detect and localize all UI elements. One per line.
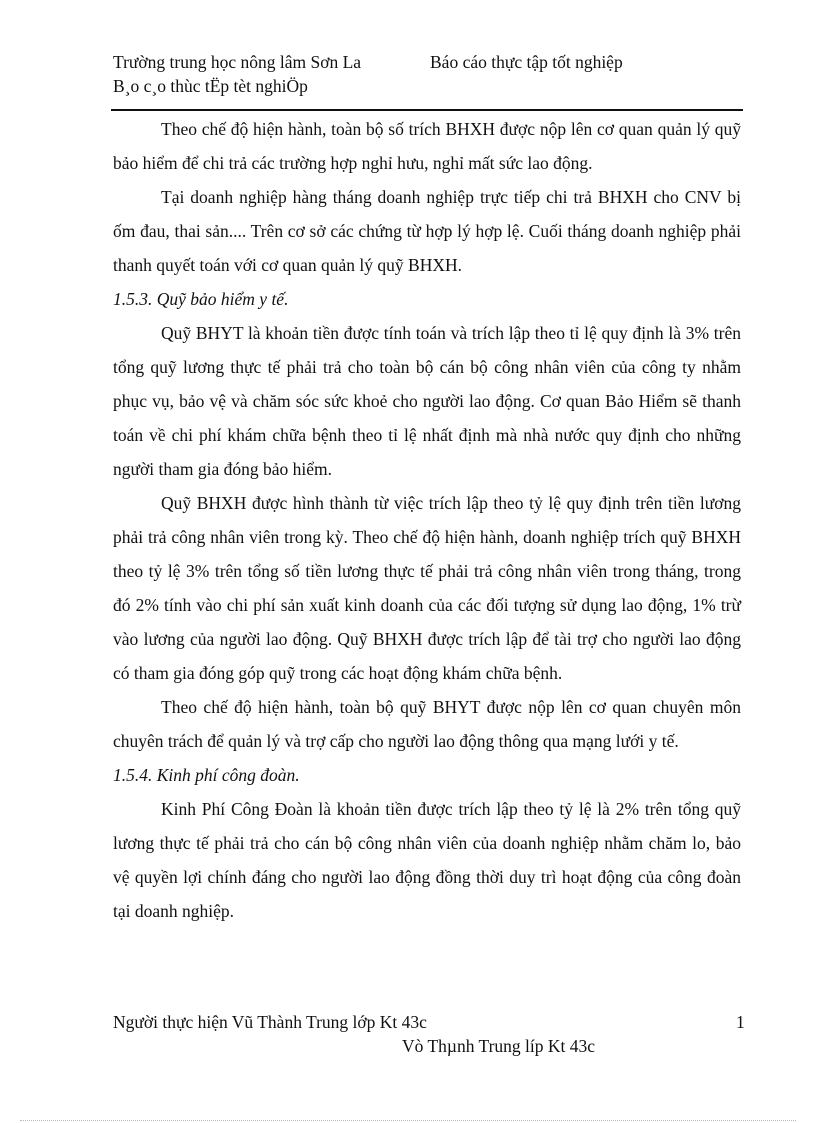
header-divider: [111, 109, 743, 111]
document-body: [113, 112, 741, 928]
section-heading-health-insurance: 1.5.3. Quỹ bảo hiểm y tế.: [113, 289, 289, 309]
paragraph-bhxh-formation: Quỹ BHXH được hình thành từ việc trích lập theo tỷ lệ quy định trên tiền lương phải trả công nhân viên trong kỳ. Theo chế độ hiện hành, doanh nghiệp trích quỹ BHXH theo tỷ lệ 3% trên tổng số tiền lương thực tế phải trả công nhân viên trong tháng, trong đó 2% tính vào chi phí sản xuất kinh doanh của các đối tượng sử dụng lao động, 1% trừ vào lương của người lao động. Quỹ BHXH được trích lập để tài trợ cho người lao động có tham gia đóng góp quỹ trong các hoạt động khám chữa bệnh.: [113, 493, 741, 683]
paragraph-bhxh-payment: Tại doanh nghiệp hàng tháng doanh nghiệp trực tiếp chi trả BHXH cho CNV bị ốm đau, thai sản.... Trên cơ sở các chứng từ hợp lý hợp lệ. Cuối tháng doanh nghiệp phải thanh quyết toán với cơ quan quản lý quỹ BHXH.: [113, 187, 741, 275]
paragraph-bhyt-definition: Quỹ BHYT là khoản tiền được tính toán và trích lập theo tỉ lệ quy định là 3% trên tổng quỹ lương thực tế phải trả cho toàn bộ cán bộ công nhân viên của công ty nhằm phục vụ, bảo vệ và chăm sóc sức khoẻ cho người lao động. Cơ quan Bảo Hiểm sẽ thanh toán về chi phí khám chữa bệnh theo tỉ lệ nhất định mà nhà nước quy định cho những người tham gia đóng bảo hiểm.: [113, 323, 741, 479]
header-report-title: Báo cáo thực tập tốt nghiệp: [430, 52, 623, 72]
paragraph-union-fee-definition: Kinh Phí Công Đoàn là khoản tiền được trích lập theo tỷ lệ là 2% trên tổng quỹ lương thực tế phải trả cho cán bộ công nhân viên của doanh nghiệp nhằm chăm lo, bảo vệ quyền lợi chính đáng cho người lao động đồng thời duy trì hoạt động của công đoàn tại doanh nghiệp.: [113, 799, 741, 921]
section-heading-union-fee: 1.5.4. Kinh phí công đoàn.: [113, 765, 300, 785]
footer-author: Người thực hiện Vũ Thành Trung lớp Kt 43c: [113, 1012, 427, 1032]
page-edge-border: [20, 1120, 796, 1121]
page-number: 1: [736, 1012, 745, 1032]
header-school-name: Trường trung học nông lâm Sơn La: [113, 52, 362, 72]
paragraph-bhyt-remittance: Theo chế độ hiện hành, toàn bộ quỹ BHYT được nộp lên cơ quan chuyên môn chuyên trách để quản lý và trợ cấp cho người lao động thông qua mạng lưới y tế.: [113, 697, 741, 751]
footer-legacy-encoded-author: Vò Thµnh Trung líp Kt 43c: [402, 1036, 596, 1056]
paragraph-bhxh-remittance: Theo chế độ hiện hành, toàn bộ số trích BHXH được nộp lên cơ quan quản lý quỹ bảo hiểm để chi trả các trường hợp nghỉ hưu, nghỉ mất sức lao động.: [113, 119, 741, 173]
header-legacy-encoded-title: B¸o c¸o thùc tËp tèt nghiÖp: [113, 76, 308, 96]
